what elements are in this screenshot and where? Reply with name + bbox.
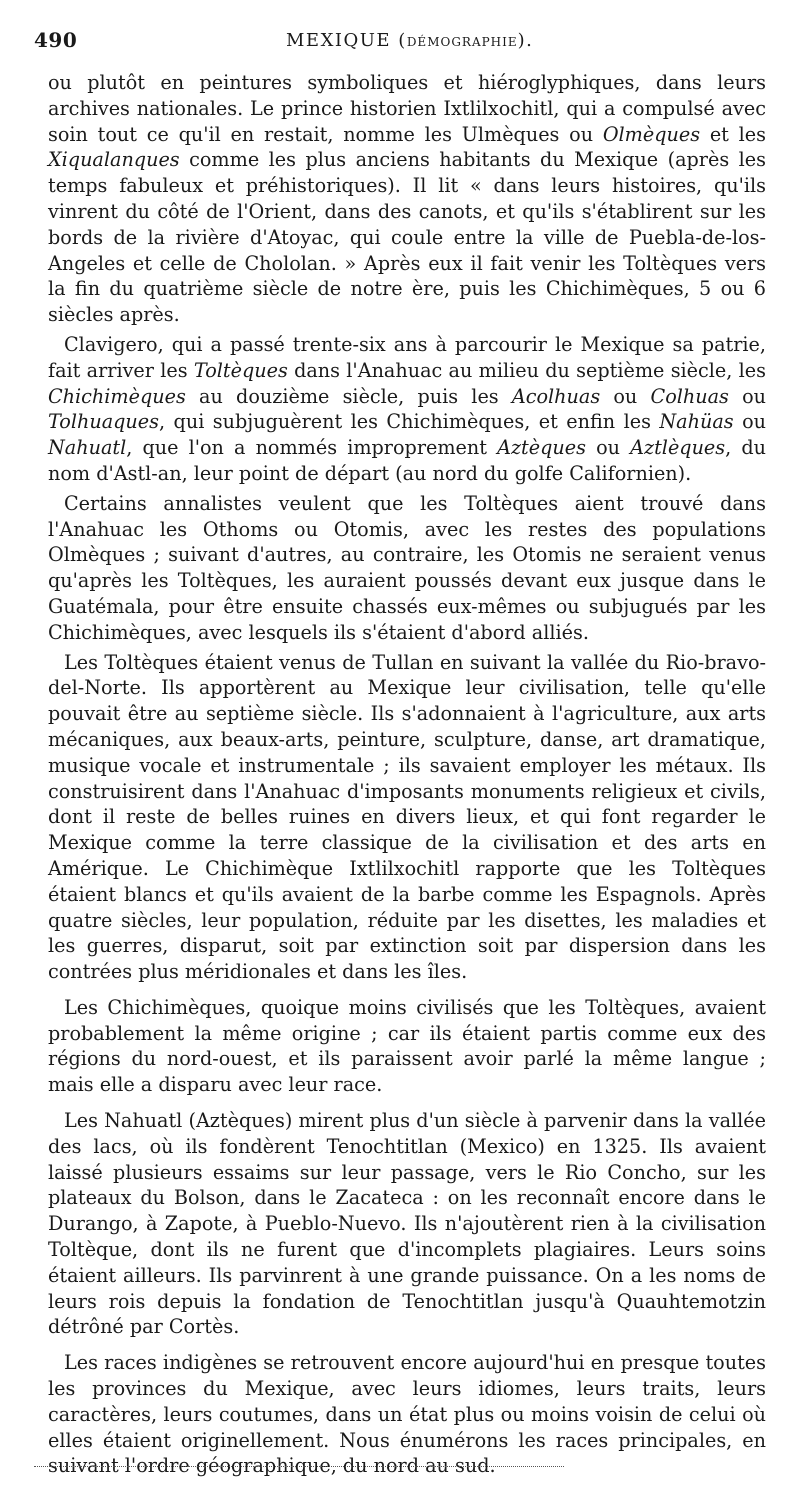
footer-dotted-rule — [34, 1466, 564, 1467]
paragraph-5 — [48, 995, 766, 1098]
text-run: Clavigero, qui a passé trente-six ans à parcourir le Mexique sa patrie, fait arriver les — [48, 332, 766, 382]
text-run: ou — [585, 436, 631, 460]
paragraph-7 — [48, 1350, 766, 1479]
text-run: , qui subjuguèrent les Chichimèques, et enfin les — [159, 410, 660, 434]
italic-term: Nahüas — [659, 410, 734, 434]
text-run: , du nom d'Astl-an, leur point de départ (au nord du golfe Californien). — [48, 436, 767, 485]
running-title-main: MEXIQUE ( — [286, 30, 407, 51]
paragraph-2 — [48, 332, 766, 487]
text-run: Les Toltèques étaient venus de Tullan en suivant la vallée du Rio-bravo-del-Norte. Ils apportèrent au Mexique leur civilisation, telle qu'elle pouvait être au septième siècle. Ils s'adonnaient à l'agriculture, aux arts mécaniques, aux beaux-arts, peinture, sculpture, danse, art dramatique, musique vocale et instrumentale ; ils savaient employer les métaux. Ils construisirent dans l'Anahuac d'imposants monuments religieux et civils, dont il reste de belles ruines en divers lieux, et qui font regarder le Mexique comme la terre classique de la civilisation et des arts en Amérique. Le Chichimèque Ixtlilxochitl rapporte que les Toltèques étaient blancs et qu'ils avaient de la barbe comme les Espagnols. Après quatre siècles, leur population, réduite par les disettes, les maladies et les guerres, disparut, soit par extinction soit par dispersion dans les contrées plus méridionales et dans les îles. — [48, 650, 766, 984]
body-text — [48, 70, 766, 1483]
paragraph-1 — [48, 70, 766, 328]
italic-term: Toltèques — [193, 358, 288, 382]
italic-term: Nahuatl — [48, 436, 127, 460]
text-run: Les races indigènes se retrouvent encore aujourd'hui en presque toutes les provinces du Mexique, avec leurs idiomes, leurs traits, leurs caractères, leurs coutumes, dans un état plus ou moins voisin de celui où elles étaient originellement. Nous énumérons les races principales, en suivant l'ordre géographique, du nord au sud. — [48, 1351, 766, 1478]
italic-term: Acolhuas — [511, 384, 601, 408]
running-title-section: DÉMOGRAPHIE — [406, 35, 518, 49]
text-run: et les — [700, 122, 766, 146]
text-run: ou — [600, 384, 651, 408]
italic-term: Chichimèques — [48, 384, 186, 408]
text-run: Les Chichimèques, quoique moins civilisés que les Toltèques, avaient probablement la même origine ; car ils étaient partis comme eux des régions du nord-ouest, et ils paraissent avoir parlé la même langue ; mais elle a disparu avec leur race. — [48, 995, 766, 1097]
italic-term: Aztèques — [497, 436, 586, 460]
italic-term: Aztlèques — [630, 436, 726, 460]
text-run: , que l'on a nommés improprement — [126, 436, 498, 460]
page-number: 490 — [34, 28, 78, 52]
text-run: ou — [728, 384, 767, 408]
text-run: ou plutôt en peintures symboliques et hiéroglyphiques, dans leurs archives nationales. Le prince historien Ixtlilxochitl, qui a compulsé avec soin tout ce qu'il en restait, nomme les Ulmèques ou — [48, 71, 766, 146]
text-run: Certains annalistes veulent que les Toltèques aient trouvé dans l'Anahuac les Othoms ou Otomis, avec les restes des populations Olmèques ; suivant d'autres, au contraire, les Otomis ne seraient venus qu'après les Toltèques, les auraient poussés devant eux jusque dans le Guatémala, pour être ensuite chassés eux-mêmes ou subjugués par les Chichimèques, avec lesquels ils s'étaient d'abord alliés. — [48, 491, 766, 644]
text-run: dans l'Anahuac au milieu du septième siècle, les — [287, 358, 766, 382]
running-title-end: ). — [517, 30, 534, 51]
running-title — [286, 30, 533, 51]
text-run: ou — [733, 410, 766, 434]
italic-term: Colhuas — [650, 384, 729, 408]
italic-term: Tolhuaques — [48, 410, 159, 434]
paragraph-6 — [48, 1108, 766, 1340]
paragraph-4 — [48, 650, 766, 985]
text-run: au douzième siècle, puis les — [185, 384, 512, 408]
running-head — [34, 28, 770, 56]
italic-term: Olmèques — [602, 122, 701, 146]
paragraph-3 — [48, 491, 766, 646]
text-run: Les Nahuatl (Aztèques) mirent plus d'un siècle à parvenir dans la vallée des lacs, où ils fondèrent Tenochtitlan (Mexico) en 1325. Ils avaient laissé plusieurs essaims sur leur passage, vers le Rio Concho, sur les plateaux du Bolson, dans le Zacateca : on les reconnaît encore dans le Durango, à Zapote, à Pueblo-Nuevo. Ils n'ajoutèrent rien à la civilisation Toltèque, dont ils ne furent que d'incomplets plagiaires. Leurs soins étaient ailleurs. Ils parvinrent à une grande puissance. On a les noms de leurs rois depuis la fondation de Tenochtitlan jusqu'à Quauhtemotzin détrôné par Cortès. — [48, 1109, 766, 1339]
text-run: comme les plus anciens habitants du Mexique (après les temps fabuleux et préhistoriques). Il lit « dans leurs histoires, qu'ils vinrent du côté de l'Orient, dans des canots, et qu'ils s'établirent sur les bords de la rivière d'Atoyac, qui coule entre la ville de Puebla-de-los-Angeles et celle de Chololan. » Après eux il fait venir les Toltèques vers la fin du quatrième siècle de notre ère, puis les Chichimèques, 5 ou 6 siècles après. — [48, 148, 766, 327]
italic-term: Xiqualanques — [48, 148, 180, 172]
